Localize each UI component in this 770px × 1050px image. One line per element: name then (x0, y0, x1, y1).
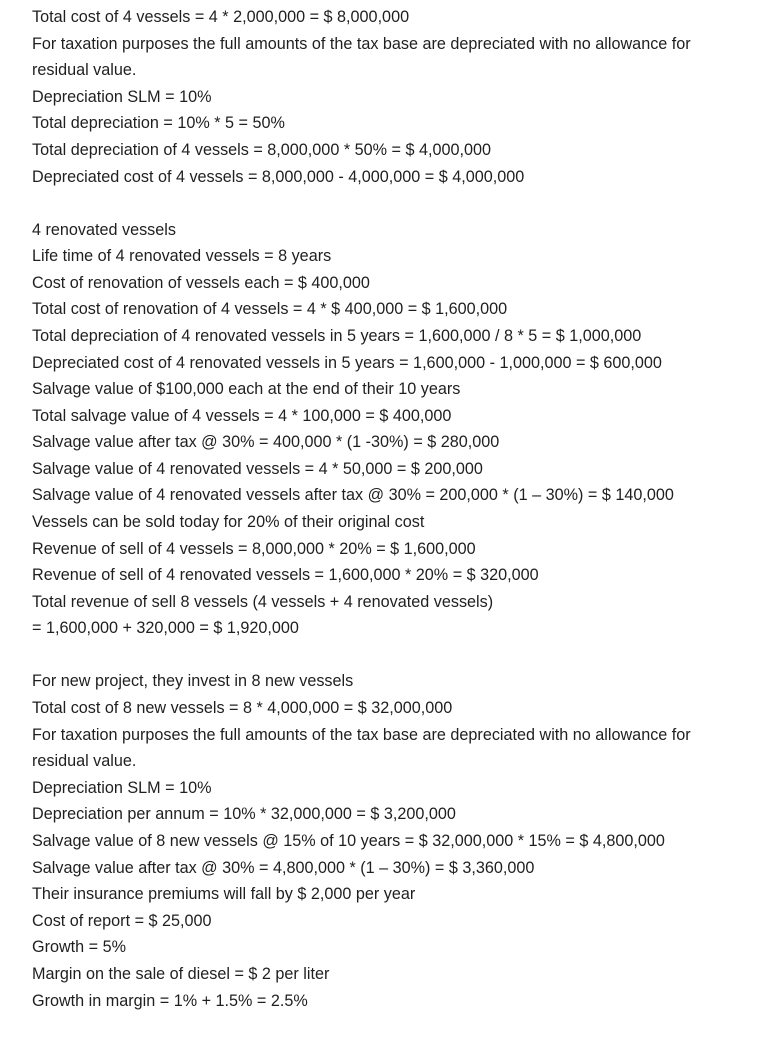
text-line: Margin on the sale of diesel = $ 2 per liter (32, 964, 330, 983)
text-line: Total cost of 4 vessels = 4 * 2,000,000 = $ 8,000,000 (32, 8, 410, 26)
text-line: Total revenue of sell 8 vessels (4 vessels + 4 renovated vessels) (32, 592, 494, 611)
text-line: Growth = 5% (32, 938, 127, 957)
text-line: = 1,600,000 + 320,000 = $ 1,920,000 (32, 619, 299, 638)
section-renovated-vessels (32, 217, 756, 643)
paragraph-gap (32, 642, 756, 668)
text-line: Depreciated cost of 4 renovated vessels in 5 years = 1,600,000 - 1,000,000 = $ 600,000 (32, 353, 662, 372)
text-line: Their insurance premiums will fall by $ 2,000 per year (32, 885, 416, 904)
text-line: Life time of 4 renovated vessels = 8 years (32, 247, 332, 266)
text-line: Growth in margin = 1% + 1.5% = 2.5% (32, 991, 308, 1010)
section-existing-vessels (32, 4, 756, 190)
text-line: Depreciated cost of 4 vessels = 8,000,000 - 4,000,000 = $ 4,000,000 (32, 167, 525, 186)
section-heading: For new project, they invest in 8 new vessels (32, 672, 354, 691)
text-line: Revenue of sell of 4 vessels = 8,000,000 * 20% = $ 1,600,000 (32, 539, 476, 558)
text-line: Total salvage value of 4 vessels = 4 * 100,000 = $ 400,000 (32, 406, 452, 425)
text-line: Total depreciation of 4 renovated vessels in 5 years = 1,600,000 / 8 * 5 = $ 1,000,000 (32, 326, 642, 345)
document-body (32, 4, 756, 1014)
text-line: Depreciation SLM = 10% (32, 87, 212, 106)
text-line: Cost of renovation of vessels each = $ 400,000 (32, 273, 370, 292)
text-line: Salvage value of 4 renovated vessels after tax @ 30% = 200,000 * (1 – 30%) = $ 140,000 (32, 486, 674, 505)
text-line: Total depreciation = 10% * 5 = 50% (32, 114, 285, 133)
text-line: residual value. (32, 752, 137, 771)
text-line: Revenue of sell of 4 renovated vessels = 1,600,000 * 20% = $ 320,000 (32, 566, 539, 585)
text-line: residual value. (32, 61, 137, 80)
text-line: Salvage value after tax @ 30% = 4,800,000 * (1 – 30%) = $ 3,360,000 (32, 858, 535, 877)
paragraph-gap (32, 190, 756, 216)
section-new-vessels (32, 668, 756, 1014)
text-line: For taxation purposes the full amounts of the tax base are depreciated with no allowance for (32, 34, 691, 53)
text-line: For taxation purposes the full amounts of the tax base are depreciated with no allowance for (32, 725, 691, 744)
text-line: Depreciation SLM = 10% (32, 778, 212, 797)
text-line: Salvage value of $100,000 each at the end of their 10 years (32, 380, 461, 399)
text-line: Total cost of 8 new vessels = 8 * 4,000,000 = $ 32,000,000 (32, 699, 453, 718)
text-line: Cost of report = $ 25,000 (32, 911, 212, 930)
text-line: Total cost of renovation of 4 vessels = 4 * $ 400,000 = $ 1,600,000 (32, 300, 508, 319)
text-line: Salvage value after tax @ 30% = 400,000 * (1 -30%) = $ 280,000 (32, 433, 500, 452)
text-line: Vessels can be sold today for 20% of their original cost (32, 513, 425, 532)
text-line: Salvage value of 8 new vessels @ 15% of 10 years = $ 32,000,000 * 15% = $ 4,800,000 (32, 832, 665, 850)
text-line: Salvage value of 4 renovated vessels = 4 * 50,000 = $ 200,000 (32, 459, 483, 478)
text-line: Total depreciation of 4 vessels = 8,000,000 * 50% = $ 4,000,000 (32, 140, 491, 159)
section-heading: 4 renovated vessels (32, 220, 176, 239)
text-line: Depreciation per annum = 10% * 32,000,000 = $ 3,200,000 (32, 805, 456, 824)
